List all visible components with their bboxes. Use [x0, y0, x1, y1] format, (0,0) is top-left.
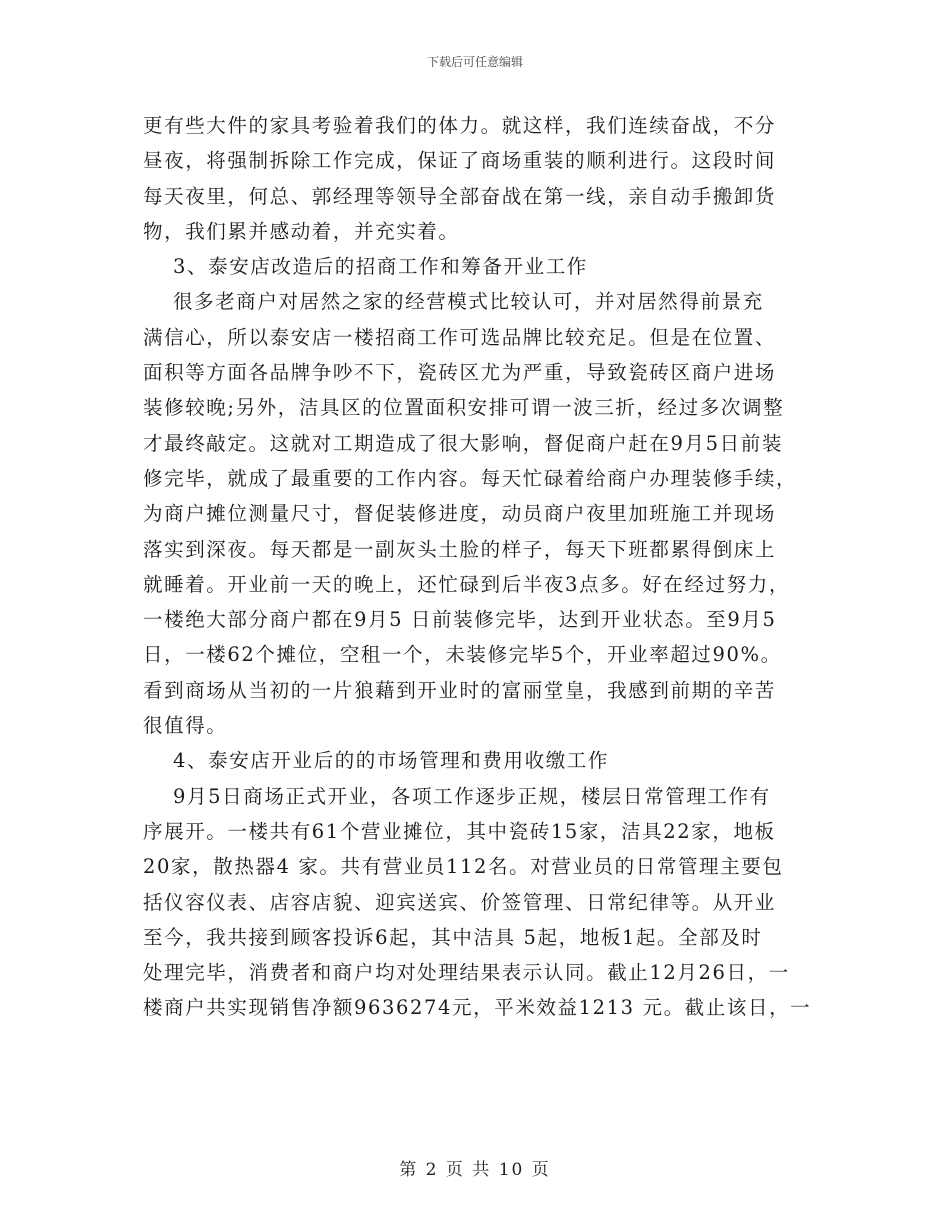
page-header-note: 下载后可任意编辑 — [426, 55, 523, 69]
text-line: 更有些大件的家具考验着我们的体力。就这样，我们连续奋战，不分 — [143, 114, 777, 137]
text-line: 序展开。一楼共有61个营业摊位，其中瓷砖15家，洁具22家，地板 — [143, 819, 776, 843]
text-line: 装修较晚;另外，洁具区的位置面积安排可谓一波三折，经过多次调整 — [143, 396, 785, 420]
paragraph-start: 9月5日商场正式开业，各项工作逐步正规，楼层日常管理工作有 — [173, 784, 771, 808]
page-number-footer: 第 2 页 共 10 页 — [399, 1160, 551, 1180]
text-line: 满信心，所以泰安店一楼招商工作可选品牌比较充足。但是在位置、 — [143, 325, 777, 349]
text-line: 看到商场从当初的一片狼藉到开业时的富丽堂皇，我感到前期的辛苦 — [143, 678, 777, 702]
text-line: 修完毕，就成了最重要的工作内容。每天忙碌着给商户办理装修手续， — [143, 466, 798, 490]
text-line: 楼商户共实现销售净额9636274元，平米效益1213 元。截止该日，一 — [143, 996, 812, 1020]
text-line: 每天夜里，何总、郭经理等领导全部奋战在第一线，亲自动手搬卸货 — [143, 184, 777, 208]
text-line: 面积等方面各品牌争吵不下，瓷砖区尤为严重，导致瓷砖区商户进场 — [143, 361, 777, 385]
text-line: 就睡着。开业前一天的晚上，还忙碌到后半夜3点多。好在经过努力， — [143, 572, 791, 596]
section-heading-4: 4、泰安店开业后的的市场管理和费用收缴工作 — [173, 749, 610, 773]
text-line: 很值得。 — [143, 714, 228, 738]
text-line: 落实到深夜。每天都是一副灰头土脸的样子，每天下班都累得倒床上 — [143, 537, 777, 561]
text-line: 才最终敲定。这就对工期造成了很大影响，督促商户赶在9月5日前装 — [143, 431, 783, 455]
section-heading-3: 3、泰安店改造后的招商工作和筹备开业工作 — [173, 255, 588, 279]
text-line: 20家，散热器4 家。共有营业员112名。对营业员的日常管理主要包 — [143, 855, 784, 879]
text-line: 为商户摊位测量尺寸，督促装修进度，动员商户夜里加班施工并现场 — [143, 502, 777, 526]
text-line: 日，一楼62个摊位，空租一个，未装修完毕5个，开业率超过90%。 — [143, 643, 782, 667]
paragraph-start: 很多老商户对居然之家的经营模式比较认可，并对居然得前景充 — [173, 290, 764, 314]
text-line: 一楼绝大部分商户都在9月5 日前装修完毕，达到开业状态。至9月5 — [143, 608, 777, 632]
document-body — [143, 108, 812, 1026]
text-line: 括仪容仪表、店容店貌、迎宾送宾、价签管理、日常纪律等。从开业 — [143, 890, 777, 914]
text-line: 处理完毕，消费者和商户均对处理结果表示认同。截止12月26日，一 — [143, 961, 790, 985]
text-line: 至今，我共接到顾客投诉6起，其中洁具 5起，地板1起。全部及时 — [143, 925, 763, 949]
text-line: 昼夜，将强制拆除工作完成，保证了商场重装的顺利进行。这段时间 — [143, 149, 777, 173]
text-line: 物，我们累并感动着，并充实着。 — [143, 219, 460, 243]
